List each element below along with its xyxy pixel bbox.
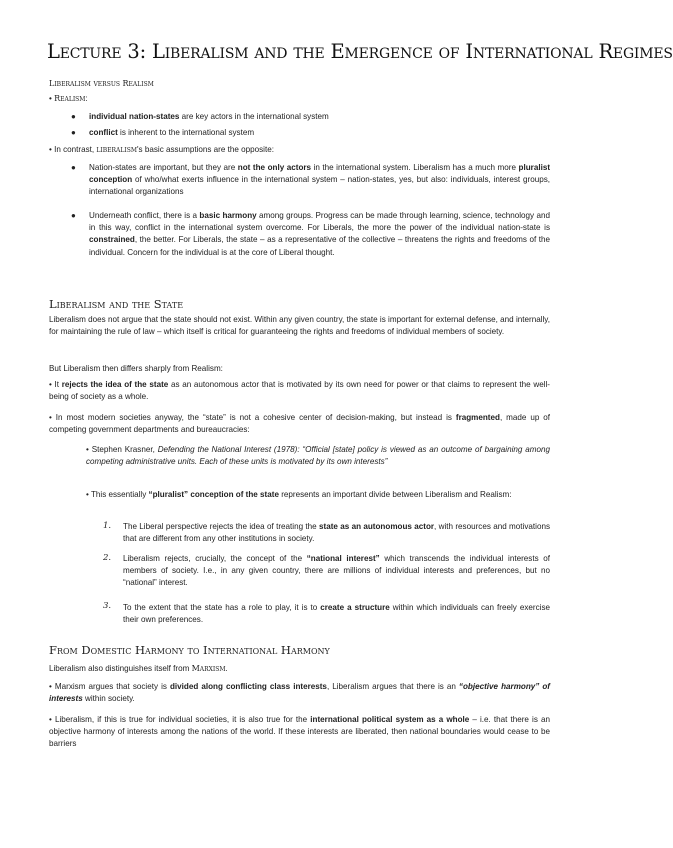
state-paragraph-2: But Liberalism then differs sharply from Realism: <box>49 364 223 373</box>
liberal-point-2: Underneath conflict, there is a basic harmony among groups. Progress can be made through learning, science, technology and in this way, conflict in the international system overcome. For Liberals, the more the power of the individual nation-state is constrained, the better. For Liberals, the state – as a representative of the collective – threatens the rights and freedoms of the individual. Concern for the individual is at the core of Liberal thought. <box>89 211 550 257</box>
harmony-paragraph-2: • Marxism argues that society is divided along conflicting class interests, Liberalism argues that there is an “objective harmony” of interests within society. <box>49 682 551 704</box>
liberal-point-1: Nation-states are important, but they are not the only actors in the international system. Liberalism has a much more pluralist conception of who/what exerts influence in the international system – nation-states, yes, but also: individuals, interest groups, international organizations <box>89 163 551 197</box>
numbered-item-2: Liberalism rejects, crucially, the concept of the “national interest” which transcends the individual interests of members of society. I.e., in any given country, there are millions of individual interests and preferences, but no “national” interest. <box>123 554 550 588</box>
realism-label: Realism <box>54 94 86 103</box>
round-bullet: ● <box>71 211 76 220</box>
harmony-paragraph-3: • Liberalism, if this is true for individual societies, it is also true for the international political system as a whole – i.e. that there is an objective harmony of interests among the nations of the world. If these interests are liberated, then national boundaries would cease to be barriers <box>49 715 550 749</box>
realism-point-2: conflict is inherent to the international system <box>89 128 255 137</box>
page-title: Lecture 3: Liberalism and the Emergence of International Regimes <box>47 40 673 63</box>
round-bullet: ● <box>71 163 76 172</box>
list-number: 1. <box>103 521 112 531</box>
section-heading-liberalism-and-state: Liberalism and the State <box>49 297 184 311</box>
realism-point-1: individual nation-states are key actors in the international system <box>89 112 329 121</box>
round-bullet: ● <box>71 112 76 121</box>
state-paragraph-1: Liberalism does not argue that the state should not exist. Within any given country, the state is important for external defense, and internally, for maintaining the rule of law – which itself is critical for guaranteeing the rights and freedoms of individual members of society. <box>49 315 550 337</box>
krasner-quote: • Stephen Krasner, Defending the National Interest (1978): “Official [state] policy is viewed as an outcome of bargaining among competing administrative units. Each of these units is motivated by its own interests” <box>86 445 551 467</box>
round-bullet: ● <box>71 128 76 137</box>
bullet: • <box>49 94 52 103</box>
section-heading-liberalism-vs-realism: Liberalism versus Realism <box>49 79 154 88</box>
pluralist-conception: • This essentially “pluralist” conception of the state represents an important divide between Liberalism and Realism: <box>86 490 512 499</box>
state-paragraph-4: • In most modern societies anyway, the “state” is not a cohesive center of decision-making, but instead is fragmented, made up of competing government departments and bureaucracies: <box>49 413 551 435</box>
numbered-item-3: To the extent that the state has a role to play, it is to create a structure within which individuals can freely exercise their own preferences. <box>123 603 550 625</box>
numbered-item-1: The Liberal perspective rejects the idea of treating the state as an autonomous actor, with resources and motivations that are different from any other institutions in society. <box>123 522 550 544</box>
state-paragraph-3: • It rejects the idea of the state as an autonomous actor that is motivated by its own need for power or that claims to represent the well-being of society as a whole. <box>49 380 550 402</box>
contrast-line: • In contrast, liberalism's basic assumptions are the opposite: <box>49 145 274 154</box>
realism-line: • Realism: <box>49 94 88 103</box>
list-number: 3. <box>103 601 112 611</box>
harmony-paragraph-1: Liberalism also distinguishes itself from Marxism. <box>49 664 228 673</box>
section-heading-domestic-to-international: From Domestic Harmony to International Harmony <box>49 643 330 657</box>
list-number: 2. <box>103 553 112 563</box>
